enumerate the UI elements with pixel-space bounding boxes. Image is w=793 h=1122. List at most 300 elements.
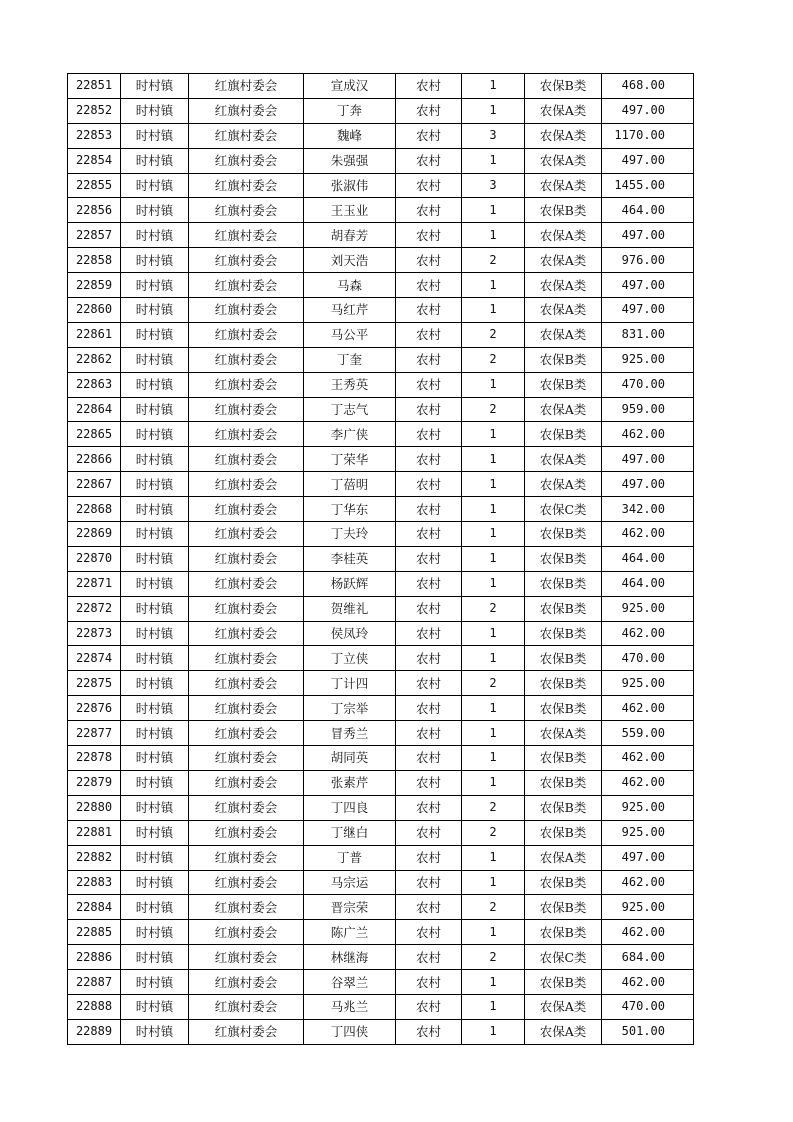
table-row (68, 223, 694, 248)
town-cell: 时村镇 (121, 298, 189, 323)
row-id-cell: 22862 (68, 347, 121, 372)
row-id-cell: 22880 (68, 795, 121, 820)
household-type-cell: 农村 (396, 497, 462, 522)
town-cell: 时村镇 (121, 322, 189, 347)
insurance-category-cell: 农保B类 (525, 746, 602, 771)
table-row (68, 522, 694, 547)
village-committee-cell: 红旗村委会 (189, 895, 304, 920)
table-row (68, 970, 694, 995)
row-id-cell: 22854 (68, 148, 121, 173)
town-cell: 时村镇 (121, 223, 189, 248)
row-id-cell: 22858 (68, 248, 121, 273)
insurance-category-cell: 农保B类 (525, 895, 602, 920)
table-row (68, 746, 694, 771)
amount-cell: 462.00 (602, 422, 694, 447)
household-type-cell: 农村 (396, 397, 462, 422)
town-cell: 时村镇 (121, 98, 189, 123)
village-committee-cell: 红旗村委会 (189, 571, 304, 596)
member-count-cell: 2 (462, 945, 525, 970)
member-count-cell: 1 (462, 372, 525, 397)
insurance-category-cell: 农保B类 (525, 546, 602, 571)
row-id-cell: 22863 (68, 372, 121, 397)
amount-cell: 501.00 (602, 1019, 694, 1044)
table-row (68, 820, 694, 845)
row-id-cell: 22866 (68, 447, 121, 472)
village-committee-cell: 红旗村委会 (189, 746, 304, 771)
person-name-cell: 丁四良 (304, 795, 396, 820)
table-row (68, 447, 694, 472)
row-id-cell: 22852 (68, 98, 121, 123)
amount-cell: 470.00 (602, 372, 694, 397)
household-type-cell: 农村 (396, 596, 462, 621)
town-cell: 时村镇 (121, 422, 189, 447)
table-row (68, 322, 694, 347)
person-name-cell: 林继海 (304, 945, 396, 970)
insurance-category-cell: 农保B类 (525, 74, 602, 99)
town-cell: 时村镇 (121, 397, 189, 422)
insurance-category-cell: 农保A类 (525, 447, 602, 472)
village-committee-cell: 红旗村委会 (189, 546, 304, 571)
row-id-cell: 22869 (68, 522, 121, 547)
household-type-cell: 农村 (396, 571, 462, 596)
person-name-cell: 丁荣华 (304, 447, 396, 472)
household-type-cell: 农村 (396, 945, 462, 970)
amount-cell: 497.00 (602, 98, 694, 123)
member-count-cell: 1 (462, 74, 525, 99)
amount-cell: 342.00 (602, 497, 694, 522)
table-row (68, 397, 694, 422)
amount-cell: 925.00 (602, 795, 694, 820)
insurance-category-cell: 农保A类 (525, 223, 602, 248)
member-count-cell: 2 (462, 397, 525, 422)
household-type-cell: 农村 (396, 248, 462, 273)
household-type-cell: 农村 (396, 123, 462, 148)
row-id-cell: 22868 (68, 497, 121, 522)
amount-cell: 1455.00 (602, 173, 694, 198)
table-row (68, 920, 694, 945)
person-name-cell: 侯凤玲 (304, 621, 396, 646)
person-name-cell: 晋宗荣 (304, 895, 396, 920)
village-committee-cell: 红旗村委会 (189, 596, 304, 621)
person-name-cell: 马公平 (304, 322, 396, 347)
member-count-cell: 1 (462, 920, 525, 945)
village-committee-cell: 红旗村委会 (189, 273, 304, 298)
household-type-cell: 农村 (396, 895, 462, 920)
village-committee-cell: 红旗村委会 (189, 795, 304, 820)
insurance-category-cell: 农保A类 (525, 298, 602, 323)
village-committee-cell: 红旗村委会 (189, 994, 304, 1019)
amount-cell: 464.00 (602, 198, 694, 223)
town-cell: 时村镇 (121, 646, 189, 671)
amount-cell: 497.00 (602, 472, 694, 497)
person-name-cell: 李广侠 (304, 422, 396, 447)
table-row (68, 1019, 694, 1044)
amount-cell: 497.00 (602, 273, 694, 298)
amount-cell: 462.00 (602, 746, 694, 771)
amount-cell: 925.00 (602, 347, 694, 372)
row-id-cell: 22851 (68, 74, 121, 99)
table-row (68, 123, 694, 148)
insurance-category-cell: 农保A类 (525, 248, 602, 273)
town-cell: 时村镇 (121, 497, 189, 522)
row-id-cell: 22859 (68, 273, 121, 298)
town-cell: 时村镇 (121, 546, 189, 571)
village-committee-cell: 红旗村委会 (189, 322, 304, 347)
table-row (68, 721, 694, 746)
person-name-cell: 陈广兰 (304, 920, 396, 945)
table-row (68, 248, 694, 273)
village-committee-cell: 红旗村委会 (189, 372, 304, 397)
amount-cell: 497.00 (602, 298, 694, 323)
row-id-cell: 22883 (68, 870, 121, 895)
household-type-cell: 农村 (396, 546, 462, 571)
person-name-cell: 丁奔 (304, 98, 396, 123)
household-type-cell: 农村 (396, 322, 462, 347)
household-type-cell: 农村 (396, 621, 462, 646)
insurance-category-cell: 农保B类 (525, 820, 602, 845)
person-name-cell: 丁夫玲 (304, 522, 396, 547)
village-committee-cell: 红旗村委会 (189, 123, 304, 148)
town-cell: 时村镇 (121, 746, 189, 771)
household-type-cell: 农村 (396, 422, 462, 447)
member-count-cell: 1 (462, 422, 525, 447)
household-type-cell: 农村 (396, 646, 462, 671)
row-id-cell: 22870 (68, 546, 121, 571)
member-count-cell: 2 (462, 895, 525, 920)
member-count-cell: 1 (462, 770, 525, 795)
amount-cell: 976.00 (602, 248, 694, 273)
household-type-cell: 农村 (396, 347, 462, 372)
insurance-category-cell: 农保A类 (525, 721, 602, 746)
town-cell: 时村镇 (121, 74, 189, 99)
table-row (68, 845, 694, 870)
household-type-cell: 农村 (396, 795, 462, 820)
table-row (68, 173, 694, 198)
member-count-cell: 1 (462, 845, 525, 870)
household-type-cell: 农村 (396, 472, 462, 497)
town-cell: 时村镇 (121, 671, 189, 696)
allowance-table (67, 73, 694, 1045)
person-name-cell: 杨跃辉 (304, 571, 396, 596)
person-name-cell: 冒秀兰 (304, 721, 396, 746)
household-type-cell: 农村 (396, 74, 462, 99)
household-type-cell: 农村 (396, 1019, 462, 1044)
amount-cell: 462.00 (602, 920, 694, 945)
person-name-cell: 王玉业 (304, 198, 396, 223)
village-committee-cell: 红旗村委会 (189, 248, 304, 273)
row-id-cell: 22886 (68, 945, 121, 970)
insurance-category-cell: 农保B类 (525, 696, 602, 721)
insurance-category-cell: 农保B类 (525, 571, 602, 596)
row-id-cell: 22864 (68, 397, 121, 422)
member-count-cell: 1 (462, 472, 525, 497)
amount-cell: 684.00 (602, 945, 694, 970)
town-cell: 时村镇 (121, 447, 189, 472)
member-count-cell: 1 (462, 621, 525, 646)
person-name-cell: 丁四侠 (304, 1019, 396, 1044)
insurance-category-cell: 农保B类 (525, 372, 602, 397)
member-count-cell: 3 (462, 173, 525, 198)
amount-cell: 959.00 (602, 397, 694, 422)
row-id-cell: 22882 (68, 845, 121, 870)
member-count-cell: 1 (462, 646, 525, 671)
table-row (68, 298, 694, 323)
member-count-cell: 1 (462, 721, 525, 746)
person-name-cell: 张淑伟 (304, 173, 396, 198)
table-row (68, 372, 694, 397)
household-type-cell: 农村 (396, 298, 462, 323)
row-id-cell: 22873 (68, 621, 121, 646)
household-type-cell: 农村 (396, 447, 462, 472)
member-count-cell: 1 (462, 571, 525, 596)
member-count-cell: 1 (462, 546, 525, 571)
row-id-cell: 22876 (68, 696, 121, 721)
table-row (68, 994, 694, 1019)
row-id-cell: 22871 (68, 571, 121, 596)
table-row (68, 98, 694, 123)
household-type-cell: 农村 (396, 522, 462, 547)
table-row (68, 74, 694, 99)
table-row (68, 895, 694, 920)
insurance-category-cell: 农保A类 (525, 273, 602, 298)
member-count-cell: 2 (462, 596, 525, 621)
household-type-cell: 农村 (396, 148, 462, 173)
member-count-cell: 1 (462, 1019, 525, 1044)
person-name-cell: 胡同英 (304, 746, 396, 771)
person-name-cell: 丁蓓明 (304, 472, 396, 497)
village-committee-cell: 红旗村委会 (189, 1019, 304, 1044)
member-count-cell: 1 (462, 870, 525, 895)
town-cell: 时村镇 (121, 721, 189, 746)
town-cell: 时村镇 (121, 372, 189, 397)
table-row (68, 621, 694, 646)
amount-cell: 925.00 (602, 596, 694, 621)
village-committee-cell: 红旗村委会 (189, 347, 304, 372)
table-body (68, 74, 694, 1045)
village-committee-cell: 红旗村委会 (189, 621, 304, 646)
table-row (68, 273, 694, 298)
row-id-cell: 22889 (68, 1019, 121, 1044)
person-name-cell: 丁普 (304, 845, 396, 870)
amount-cell: 497.00 (602, 148, 694, 173)
amount-cell: 462.00 (602, 770, 694, 795)
town-cell: 时村镇 (121, 472, 189, 497)
table-row (68, 497, 694, 522)
household-type-cell: 农村 (396, 994, 462, 1019)
table-row (68, 571, 694, 596)
person-name-cell: 胡春芳 (304, 223, 396, 248)
amount-cell: 462.00 (602, 696, 694, 721)
town-cell: 时村镇 (121, 870, 189, 895)
person-name-cell: 马兆兰 (304, 994, 396, 1019)
village-committee-cell: 红旗村委会 (189, 298, 304, 323)
table-row (68, 696, 694, 721)
row-id-cell: 22872 (68, 596, 121, 621)
member-count-cell: 1 (462, 994, 525, 1019)
member-count-cell: 1 (462, 970, 525, 995)
insurance-category-cell: 农保B类 (525, 596, 602, 621)
town-cell: 时村镇 (121, 1019, 189, 1044)
insurance-category-cell: 农保A类 (525, 472, 602, 497)
town-cell: 时村镇 (121, 994, 189, 1019)
member-count-cell: 2 (462, 795, 525, 820)
row-id-cell: 22855 (68, 173, 121, 198)
amount-cell: 497.00 (602, 845, 694, 870)
household-type-cell: 农村 (396, 845, 462, 870)
amount-cell: 462.00 (602, 621, 694, 646)
member-count-cell: 1 (462, 497, 525, 522)
table-row (68, 148, 694, 173)
household-type-cell: 农村 (396, 721, 462, 746)
village-committee-cell: 红旗村委会 (189, 945, 304, 970)
table-row (68, 546, 694, 571)
insurance-category-cell: 农保B类 (525, 920, 602, 945)
member-count-cell: 2 (462, 322, 525, 347)
town-cell: 时村镇 (121, 920, 189, 945)
town-cell: 时村镇 (121, 248, 189, 273)
amount-cell: 468.00 (602, 74, 694, 99)
row-id-cell: 22865 (68, 422, 121, 447)
household-type-cell: 农村 (396, 273, 462, 298)
table-row (68, 472, 694, 497)
town-cell: 时村镇 (121, 273, 189, 298)
insurance-category-cell: 农保B类 (525, 646, 602, 671)
village-committee-cell: 红旗村委会 (189, 74, 304, 99)
insurance-category-cell: 农保A类 (525, 994, 602, 1019)
person-name-cell: 谷翠兰 (304, 970, 396, 995)
insurance-category-cell: 农保C类 (525, 945, 602, 970)
row-id-cell: 22887 (68, 970, 121, 995)
person-name-cell: 丁计四 (304, 671, 396, 696)
village-committee-cell: 红旗村委会 (189, 173, 304, 198)
amount-cell: 462.00 (602, 522, 694, 547)
town-cell: 时村镇 (121, 522, 189, 547)
member-count-cell: 1 (462, 198, 525, 223)
insurance-category-cell: 农保B类 (525, 198, 602, 223)
town-cell: 时村镇 (121, 696, 189, 721)
member-count-cell: 1 (462, 298, 525, 323)
village-committee-cell: 红旗村委会 (189, 198, 304, 223)
row-id-cell: 22874 (68, 646, 121, 671)
town-cell: 时村镇 (121, 148, 189, 173)
town-cell: 时村镇 (121, 845, 189, 870)
village-committee-cell: 红旗村委会 (189, 920, 304, 945)
insurance-category-cell: 农保B类 (525, 970, 602, 995)
town-cell: 时村镇 (121, 621, 189, 646)
amount-cell: 464.00 (602, 546, 694, 571)
village-committee-cell: 红旗村委会 (189, 472, 304, 497)
row-id-cell: 22861 (68, 322, 121, 347)
village-committee-cell: 红旗村委会 (189, 646, 304, 671)
person-name-cell: 丁华东 (304, 497, 396, 522)
member-count-cell: 1 (462, 98, 525, 123)
insurance-category-cell: 农保B类 (525, 347, 602, 372)
member-count-cell: 1 (462, 746, 525, 771)
insurance-category-cell: 农保A类 (525, 98, 602, 123)
household-type-cell: 农村 (396, 671, 462, 696)
household-type-cell: 农村 (396, 223, 462, 248)
insurance-category-cell: 农保A类 (525, 397, 602, 422)
person-name-cell: 李桂英 (304, 546, 396, 571)
person-name-cell: 丁宗举 (304, 696, 396, 721)
row-id-cell: 22884 (68, 895, 121, 920)
table-row (68, 596, 694, 621)
insurance-category-cell: 农保A类 (525, 123, 602, 148)
row-id-cell: 22888 (68, 994, 121, 1019)
person-name-cell: 张素芹 (304, 770, 396, 795)
insurance-category-cell: 农保A类 (525, 1019, 602, 1044)
amount-cell: 462.00 (602, 970, 694, 995)
insurance-category-cell: 农保B类 (525, 795, 602, 820)
town-cell: 时村镇 (121, 895, 189, 920)
row-id-cell: 22860 (68, 298, 121, 323)
household-type-cell: 农村 (396, 372, 462, 397)
row-id-cell: 22879 (68, 770, 121, 795)
member-count-cell: 3 (462, 123, 525, 148)
village-committee-cell: 红旗村委会 (189, 845, 304, 870)
row-id-cell: 22877 (68, 721, 121, 746)
member-count-cell: 2 (462, 820, 525, 845)
person-name-cell: 丁志气 (304, 397, 396, 422)
town-cell: 时村镇 (121, 571, 189, 596)
row-id-cell: 22853 (68, 123, 121, 148)
member-count-cell: 1 (462, 223, 525, 248)
amount-cell: 925.00 (602, 820, 694, 845)
row-id-cell: 22867 (68, 472, 121, 497)
insurance-category-cell: 农保B类 (525, 422, 602, 447)
person-name-cell: 贺维礼 (304, 596, 396, 621)
town-cell: 时村镇 (121, 123, 189, 148)
table-row (68, 347, 694, 372)
village-committee-cell: 红旗村委会 (189, 447, 304, 472)
table-row (68, 198, 694, 223)
amount-cell: 1170.00 (602, 123, 694, 148)
village-committee-cell: 红旗村委会 (189, 671, 304, 696)
village-committee-cell: 红旗村委会 (189, 820, 304, 845)
household-type-cell: 农村 (396, 746, 462, 771)
row-id-cell: 22875 (68, 671, 121, 696)
person-name-cell: 朱强强 (304, 148, 396, 173)
member-count-cell: 2 (462, 248, 525, 273)
member-count-cell: 2 (462, 671, 525, 696)
village-committee-cell: 红旗村委会 (189, 870, 304, 895)
table-row (68, 671, 694, 696)
village-committee-cell: 红旗村委会 (189, 397, 304, 422)
member-count-cell: 1 (462, 148, 525, 173)
member-count-cell: 1 (462, 696, 525, 721)
row-id-cell: 22885 (68, 920, 121, 945)
household-type-cell: 农村 (396, 98, 462, 123)
village-committee-cell: 红旗村委会 (189, 696, 304, 721)
person-name-cell: 丁立侠 (304, 646, 396, 671)
household-type-cell: 农村 (396, 920, 462, 945)
village-committee-cell: 红旗村委会 (189, 98, 304, 123)
town-cell: 时村镇 (121, 820, 189, 845)
row-id-cell: 22856 (68, 198, 121, 223)
row-id-cell: 22857 (68, 223, 121, 248)
table-row (68, 870, 694, 895)
town-cell: 时村镇 (121, 795, 189, 820)
insurance-category-cell: 农保B类 (525, 870, 602, 895)
village-committee-cell: 红旗村委会 (189, 522, 304, 547)
table-row (68, 795, 694, 820)
village-committee-cell: 红旗村委会 (189, 770, 304, 795)
town-cell: 时村镇 (121, 347, 189, 372)
village-committee-cell: 红旗村委会 (189, 497, 304, 522)
insurance-category-cell: 农保B类 (525, 770, 602, 795)
amount-cell: 497.00 (602, 223, 694, 248)
insurance-category-cell: 农保A类 (525, 148, 602, 173)
